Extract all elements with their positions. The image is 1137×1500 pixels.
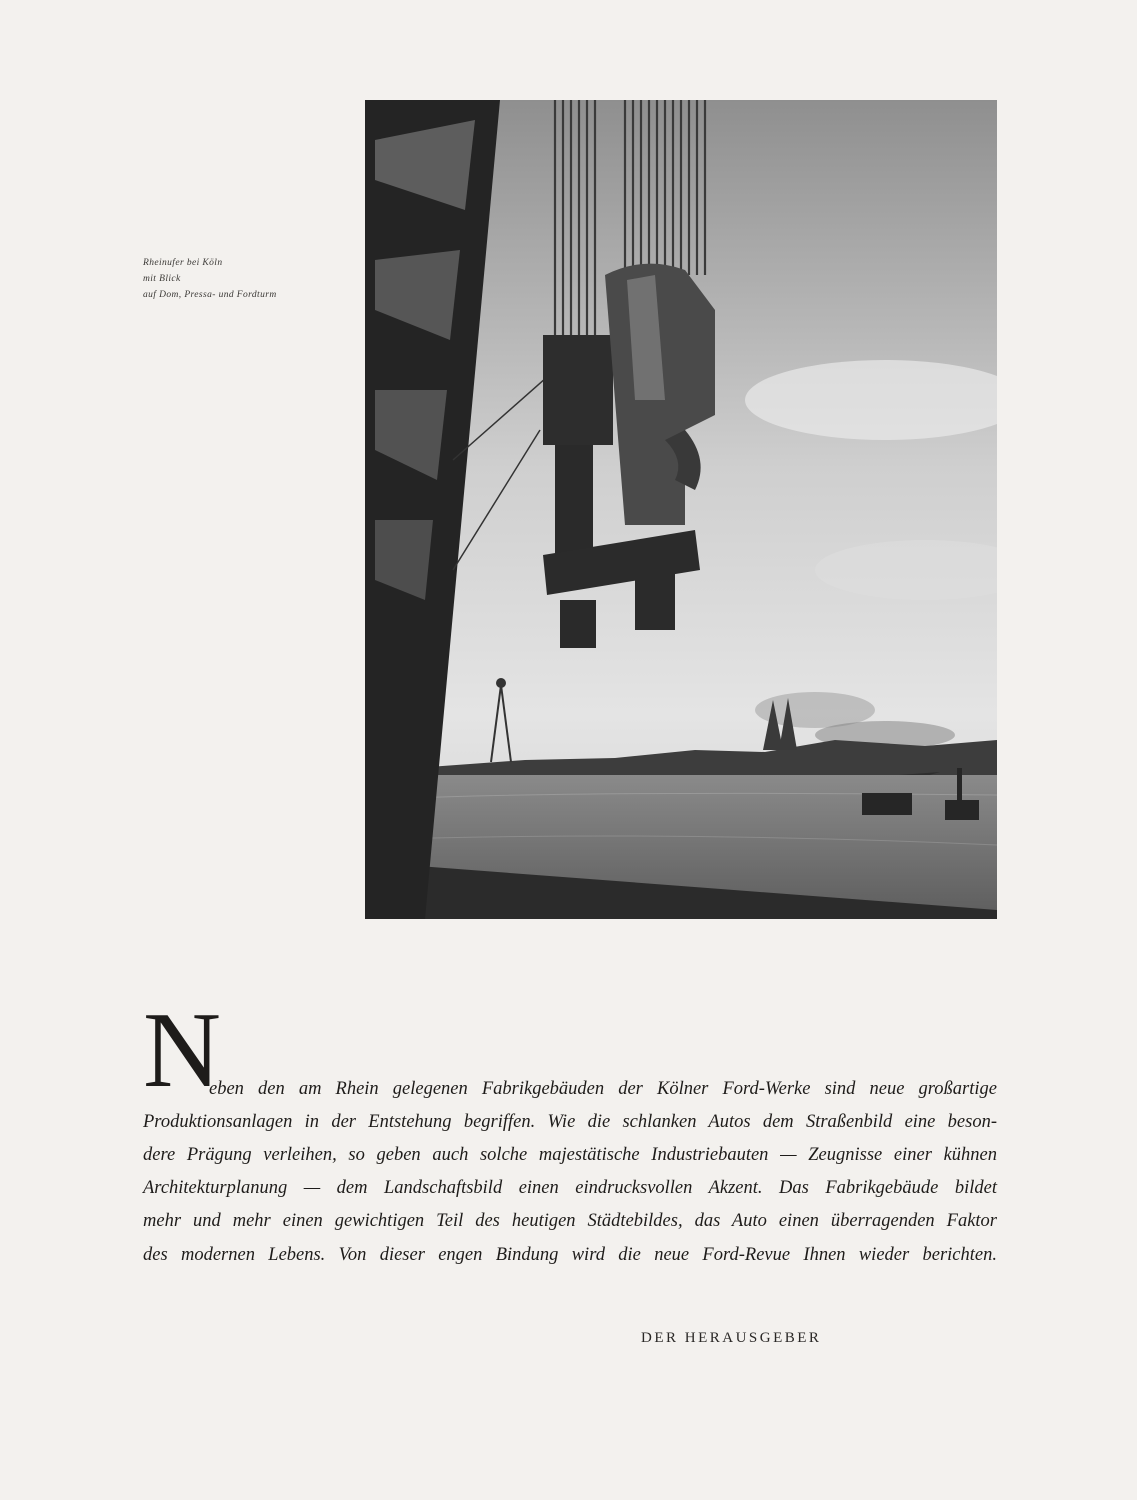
article-line-5: mehr und mehr einen gewichtigen Teil des heutigen Städtebildes, das Auto einen überragenden Faktor [143,1211,997,1231]
article-line-1: eben den am Rhein gelegenen Fabrikgebäuden der Kölner Ford-Werke sind neue großartige [209,1079,997,1099]
caption-line-2: mit Blick [143,274,181,284]
publisher-signature: DER HERAUSGEBER [641,1330,822,1346]
crane-photo [365,100,997,919]
photo-caption [143,255,277,303]
drop-cap: N [143,991,221,1110]
caption-line-1: Rheinufer bei Köln [143,258,223,268]
article-line-3: dere Prägung verleihen, so geben auch solche majestätische Industriebauten — Zeugnisse einer kühnen [143,1145,997,1165]
article-line-2: Produktionsanlagen in der Entstehung begriffen. Wie die schlanken Autos dem Straßenbild eine beson- [143,1112,997,1132]
article-line-4: Architekturplanung — dem Landschaftsbild einen eindrucksvollen Akzent. Das Fabrikgebäude bildet [143,1178,997,1198]
article-line-6: des modernen Lebens. Von dieser engen Bindung wird die neue Ford-Revue Ihnen wieder berichten. [143,1245,997,1265]
photograph-icon [365,100,997,919]
caption-line-3: auf Dom, Pressa- und Fordturm [143,290,277,300]
